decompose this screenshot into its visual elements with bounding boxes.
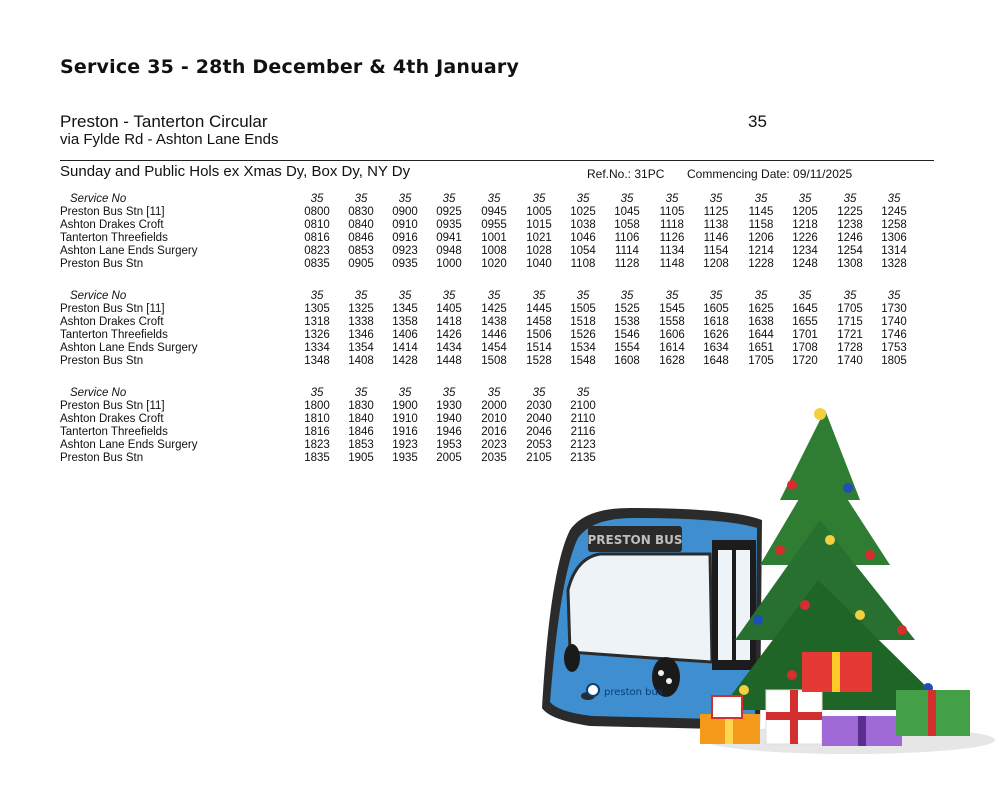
departure-time: 1528: [526, 355, 552, 367]
service-number-cell: 35: [665, 290, 679, 302]
service-number-cell: 35: [354, 193, 368, 205]
departure-time: 1525: [614, 303, 640, 315]
departure-time: 1246: [837, 232, 863, 244]
service-number-cell: 35: [487, 290, 501, 302]
departure-time: 0916: [392, 232, 418, 244]
departure-time: 1305: [304, 303, 330, 315]
departure-time: 0905: [348, 258, 374, 270]
departure-time: 1800: [304, 400, 330, 412]
departure-time: 0925: [436, 206, 462, 218]
departure-time: 2035: [481, 452, 507, 464]
departure-time: 0945: [481, 206, 507, 218]
departure-time: 1045: [614, 206, 640, 218]
departure-time: 0955: [481, 219, 507, 231]
departure-time: 1314: [881, 245, 907, 257]
departure-time: 1545: [659, 303, 685, 315]
departure-time: 1445: [526, 303, 552, 315]
departure-time: 2100: [570, 400, 596, 412]
departure-time: 1020: [481, 258, 507, 270]
commencing-date: Commencing Date: 09/11/2025: [687, 167, 853, 181]
stop-name: Ashton Drakes Croft: [60, 316, 164, 328]
service-number: 35: [748, 112, 767, 131]
stop-name: Preston Bus Stn: [60, 452, 144, 464]
departure-time: 1705: [748, 355, 774, 367]
departure-time: 0800: [304, 206, 330, 218]
departure-time: 1134: [659, 245, 685, 257]
departure-time: 1146: [703, 232, 729, 244]
departure-time: 1005: [526, 206, 552, 218]
departure-time: 1916: [392, 426, 418, 438]
departure-time: 1526: [570, 329, 596, 341]
departure-time: 1145: [748, 206, 774, 218]
departure-time: 0948: [436, 245, 462, 257]
departure-time: 1946: [436, 426, 462, 438]
service-number-cell: 35: [709, 193, 723, 205]
departure-time: 1318: [304, 316, 330, 328]
departure-time: 1408: [348, 355, 374, 367]
departure-time: 1835: [304, 452, 330, 464]
service-no-label: Service No: [70, 387, 127, 399]
departure-time: 2030: [526, 400, 552, 412]
departure-time: 1248: [792, 258, 818, 270]
departure-time: 1638: [748, 316, 774, 328]
page-title: Service 35 - 28th December & 4th January: [60, 56, 520, 78]
stop-name: Tanterton Threefields: [60, 426, 168, 438]
departure-time: 1238: [837, 219, 863, 231]
departure-time: 1126: [659, 232, 685, 244]
bus-destination-sign: PRESTON BUS: [587, 533, 683, 547]
departure-time: 1015: [526, 219, 552, 231]
departure-time: 1325: [348, 303, 374, 315]
departure-time: 1228: [748, 258, 774, 270]
departure-time: 1505: [570, 303, 596, 315]
departure-time: 1438: [481, 316, 507, 328]
stop-name: Ashton Drakes Croft: [60, 413, 164, 425]
departure-time: 0923: [392, 245, 418, 257]
departure-time: 0835: [304, 258, 330, 270]
service-number-cell: 35: [532, 193, 546, 205]
departure-time: 0840: [348, 219, 374, 231]
departure-time: 1334: [304, 342, 330, 354]
departure-time: 1614: [659, 342, 685, 354]
departure-time: 1148: [659, 258, 685, 270]
departure-time: 1628: [659, 355, 685, 367]
departure-time: 1940: [436, 413, 462, 425]
departure-time: 1618: [703, 316, 729, 328]
departure-time: 1651: [748, 342, 774, 354]
departure-time: 1038: [570, 219, 596, 231]
departure-time: 1308: [837, 258, 863, 270]
service-number-cell: 35: [887, 290, 901, 302]
stop-name: Tanterton Threefields: [60, 329, 168, 341]
departure-time: 0823: [304, 245, 330, 257]
departure-time: 1506: [526, 329, 552, 341]
service-number-cell: 35: [798, 290, 812, 302]
service-number-cell: 35: [887, 193, 901, 205]
departure-time: 1406: [392, 329, 418, 341]
departure-time: 1234: [792, 245, 818, 257]
departure-time: 1114: [615, 245, 639, 257]
stop-name: Tanterton Threefields: [60, 232, 168, 244]
departure-time: 1558: [659, 316, 685, 328]
departure-time: 1900: [392, 400, 418, 412]
departure-time: 1208: [703, 258, 729, 270]
service-number-cell: 35: [798, 193, 812, 205]
departure-time: 1245: [881, 206, 907, 218]
departure-time: 1728: [837, 342, 863, 354]
operating-days: Sunday and Public Hols ex Xmas Dy, Box Dy, NY Dy: [60, 163, 411, 180]
departure-time: 1721: [837, 329, 863, 341]
departure-time: 1348: [304, 355, 330, 367]
departure-time: 1254: [837, 245, 863, 257]
departure-time: 1021: [526, 232, 552, 244]
stop-name: Ashton Drakes Croft: [60, 219, 164, 231]
departure-time: 1358: [392, 316, 418, 328]
departure-time: 1206: [748, 232, 774, 244]
departure-time: 1138: [703, 219, 729, 231]
stop-name: Ashton Lane Ends Surgery: [60, 245, 198, 257]
departure-time: 1205: [792, 206, 818, 218]
departure-time: 1634: [703, 342, 729, 354]
service-number-cell: 35: [354, 290, 368, 302]
departure-time: 1910: [392, 413, 418, 425]
stop-name: Preston Bus Stn: [60, 355, 144, 367]
departure-time: 1823: [304, 439, 330, 451]
service-number-cell: 35: [576, 290, 590, 302]
departure-time: 1548: [570, 355, 596, 367]
departure-time: 1458: [526, 316, 552, 328]
departure-time: 1405: [436, 303, 462, 315]
departure-time: 1001: [481, 232, 507, 244]
service-number-cell: 35: [310, 387, 324, 399]
departure-time: 0816: [304, 232, 330, 244]
departure-time: 1626: [703, 329, 729, 341]
departure-time: 0900: [392, 206, 418, 218]
departure-time: 1740: [837, 355, 863, 367]
departure-time: 1701: [792, 329, 818, 341]
departure-time: 1605: [703, 303, 729, 315]
departure-time: 1326: [304, 329, 330, 341]
departure-time: 2010: [481, 413, 507, 425]
departure-time: 1448: [436, 355, 462, 367]
stop-name: Preston Bus Stn [11]: [60, 206, 165, 218]
departure-time: 2116: [570, 426, 596, 438]
departure-time: 1108: [570, 258, 596, 270]
departure-time: 2110: [570, 413, 596, 425]
service-number-cell: 35: [532, 387, 546, 399]
service-number-cell: 35: [665, 193, 679, 205]
service-number-cell: 35: [620, 193, 634, 205]
stop-name: Preston Bus Stn: [60, 258, 144, 270]
departure-time: 0935: [436, 219, 462, 231]
departure-time: 1625: [748, 303, 774, 315]
departure-time: 1040: [526, 258, 552, 270]
departure-time: 1105: [659, 206, 685, 218]
stop-name: Ashton Lane Ends Surgery: [60, 439, 198, 451]
departure-time: 1158: [748, 219, 774, 231]
service-number-cell: 35: [310, 193, 324, 205]
departure-time: 1028: [526, 245, 552, 257]
departure-time: 1425: [481, 303, 507, 315]
departure-time: 1054: [570, 245, 596, 257]
departure-time: 1518: [570, 316, 596, 328]
departure-time: 1644: [748, 329, 774, 341]
departure-time: 1008: [481, 245, 507, 257]
departure-time: 1306: [881, 232, 907, 244]
departure-time: 1058: [614, 219, 640, 231]
departure-time: 1338: [348, 316, 374, 328]
departure-time: 1214: [748, 245, 774, 257]
departure-time: 2023: [481, 439, 507, 451]
departure-time: 1730: [881, 303, 907, 315]
departure-time: 2053: [526, 439, 552, 451]
service-number-cell: 35: [487, 387, 501, 399]
departure-time: 1810: [304, 413, 330, 425]
service-number-cell: 35: [843, 290, 857, 302]
departure-time: 1218: [792, 219, 818, 231]
departure-time: 2135: [570, 452, 596, 464]
departure-time: 1608: [614, 355, 640, 367]
departure-time: 1715: [837, 316, 863, 328]
stop-name: Ashton Lane Ends Surgery: [60, 342, 198, 354]
departure-time: 2040: [526, 413, 552, 425]
departure-time: 1648: [703, 355, 729, 367]
departure-time: 1346: [348, 329, 374, 341]
departure-time: 1645: [792, 303, 818, 315]
departure-time: 0810: [304, 219, 330, 231]
service-number-cell: 35: [442, 193, 456, 205]
departure-time: 1840: [348, 413, 374, 425]
route-via: via Fylde Rd - Ashton Lane Ends: [60, 131, 279, 148]
departure-time: 1923: [392, 439, 418, 451]
departure-time: 1816: [304, 426, 330, 438]
departure-time: 1025: [570, 206, 596, 218]
service-number-cell: 35: [442, 290, 456, 302]
service-number-cell: 35: [442, 387, 456, 399]
departure-time: 1118: [660, 219, 684, 231]
departure-time: 2000: [481, 400, 507, 412]
service-number-cell: 35: [354, 387, 368, 399]
service-no-label: Service No: [70, 290, 127, 302]
departure-time: 1546: [614, 329, 640, 341]
departure-time: 0910: [392, 219, 418, 231]
departure-time: 1418: [436, 316, 462, 328]
departure-time: 1000: [436, 258, 462, 270]
departure-time: 1434: [436, 342, 462, 354]
reference-number: Ref.No.: 31PC: [587, 167, 665, 181]
departure-time: 0941: [436, 232, 462, 244]
service-number-cell: 35: [398, 290, 412, 302]
departure-time: 1426: [436, 329, 462, 341]
route-name: Preston - Tanterton Circular: [60, 112, 268, 131]
departure-time: 1328: [881, 258, 907, 270]
departure-time: 1708: [792, 342, 818, 354]
service-number-cell: 35: [398, 387, 412, 399]
departure-time: 1746: [881, 329, 907, 341]
departure-time: 1805: [881, 355, 907, 367]
departure-time: 1128: [614, 258, 640, 270]
departure-time: 1935: [392, 452, 418, 464]
departure-time: 2005: [436, 452, 462, 464]
departure-time: 2105: [526, 452, 552, 464]
departure-time: 1428: [392, 355, 418, 367]
departure-time: 2123: [570, 439, 596, 451]
departure-time: 0846: [348, 232, 374, 244]
departure-time: 1753: [881, 342, 907, 354]
departure-time: 1538: [614, 316, 640, 328]
service-number-cell: 35: [310, 290, 324, 302]
departure-time: 0830: [348, 206, 374, 218]
service-number-cell: 35: [754, 290, 768, 302]
stop-name: Preston Bus Stn [11]: [60, 400, 165, 412]
departure-time: 1953: [436, 439, 462, 451]
christmas-bus-illustration: [530, 390, 1000, 786]
departure-time: 1226: [792, 232, 818, 244]
departure-time: 1354: [348, 342, 374, 354]
service-number-cell: 35: [532, 290, 546, 302]
departure-time: 1414: [392, 342, 418, 354]
departure-time: 1830: [348, 400, 374, 412]
departure-time: 1554: [614, 342, 640, 354]
departure-time: 1740: [881, 316, 907, 328]
departure-time: 1106: [614, 232, 640, 244]
service-number-cell: 35: [576, 193, 590, 205]
departure-time: 0935: [392, 258, 418, 270]
departure-time: 1454: [481, 342, 507, 354]
service-number-cell: 35: [398, 193, 412, 205]
departure-time: 1930: [436, 400, 462, 412]
service-number-cell: 35: [754, 193, 768, 205]
departure-time: 1705: [837, 303, 863, 315]
departure-time: 1720: [792, 355, 818, 367]
stop-name: Preston Bus Stn [11]: [60, 303, 165, 315]
departure-time: 2016: [481, 426, 507, 438]
departure-time: 1258: [881, 219, 907, 231]
departure-time: 1905: [348, 452, 374, 464]
departure-time: 1345: [392, 303, 418, 315]
departure-time: 0853: [348, 245, 374, 257]
departure-time: 1846: [348, 426, 374, 438]
departure-time: 1046: [570, 232, 596, 244]
divider: [60, 160, 934, 161]
service-number-cell: 35: [709, 290, 723, 302]
departure-time: 1606: [659, 329, 685, 341]
departure-time: 1125: [703, 206, 729, 218]
departure-time: 1508: [481, 355, 507, 367]
service-number-cell: 35: [843, 193, 857, 205]
departure-time: 1655: [792, 316, 818, 328]
departure-time: 1534: [570, 342, 596, 354]
service-no-label: Service No: [70, 193, 127, 205]
service-number-cell: 35: [620, 290, 634, 302]
departure-time: 1853: [348, 439, 374, 451]
service-number-cell: 35: [487, 193, 501, 205]
departure-time: 1446: [481, 329, 507, 341]
departure-time: 2046: [526, 426, 552, 438]
service-number-cell: 35: [576, 387, 590, 399]
departure-time: 1154: [703, 245, 729, 257]
departure-time: 1225: [837, 206, 863, 218]
bus-livery-logo: preston bus: [604, 687, 664, 698]
departure-time: 1514: [526, 342, 552, 354]
